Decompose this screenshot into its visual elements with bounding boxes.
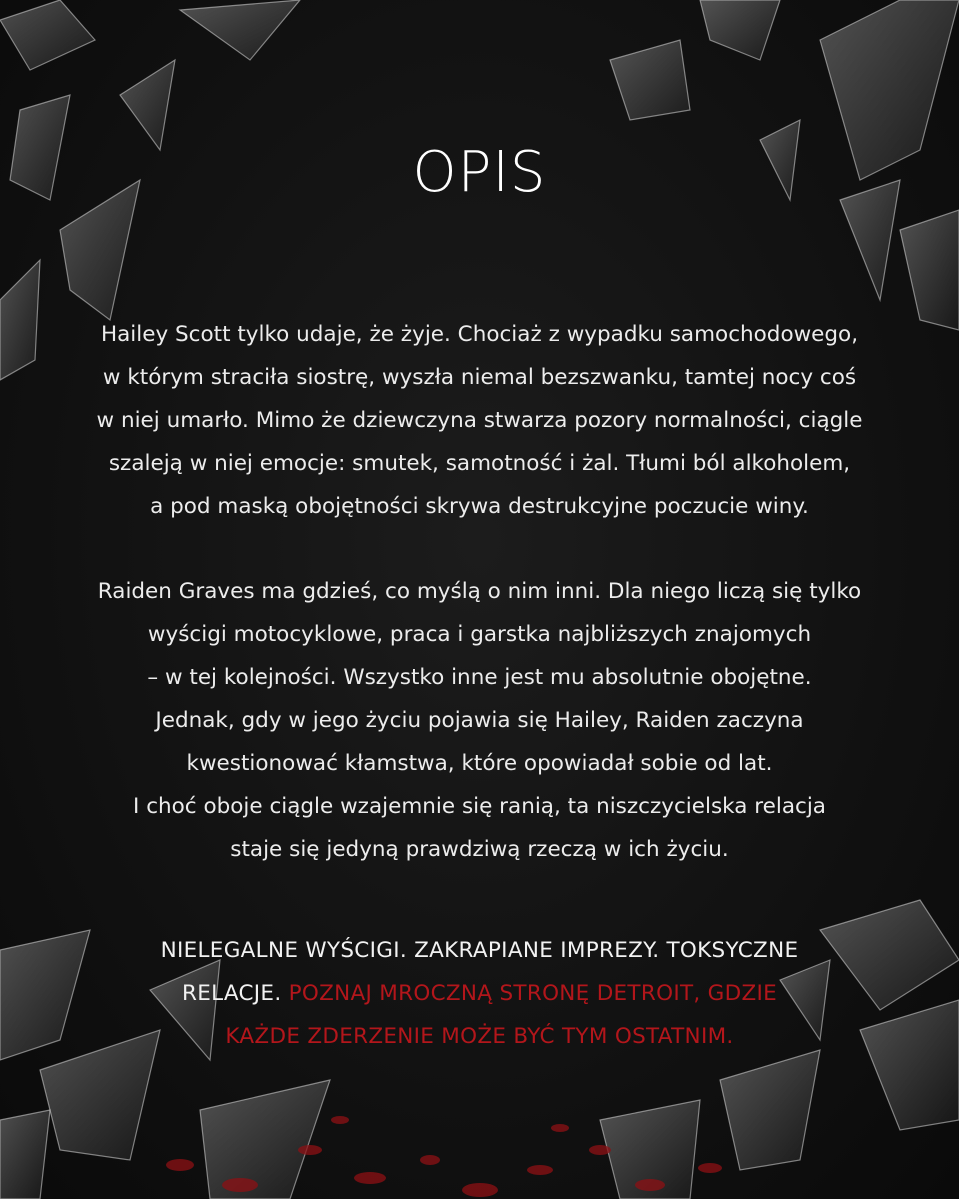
description-paragraph-hailey [40,313,919,528]
paragraph-line: I choć oboje ciągle wzajemnie się ranią, ta niszczycielska relacja [133,794,826,819]
paragraph-line: w którym straciła siostrę, wyszła niemal bezszwanku, tamtej nocy coś [102,365,857,390]
paragraph-line: wyścigi motocyklowe, praca i garstka najbliższych znajomych [147,622,812,647]
paragraph-line: Hailey Scott tylko udaje, że żyje. Chociaż z wypadku samochodowego, [100,322,859,347]
closing-tagline [40,929,919,1058]
paragraph-line: Jednak, gdy w jego życiu pojawia się Hailey, Raiden zaczyna [155,708,804,733]
tagline-white-text: RELACJE. [181,981,282,1006]
tagline-red-text: POZNAJ MROCZNĄ STRONĘ DETROIT, GDZIE [288,981,778,1006]
tagline-line [40,972,919,1015]
paragraph-line: Raiden Graves ma gdzieś, co myślą o nim inni. Dla niego liczą się tylko [97,579,862,604]
paragraph-line: szaleją w niej emocje: smutek, samotność i żal. Tłumi ból alkoholem, [108,451,851,476]
page-title: OPIS [412,140,547,205]
tagline-red-line: KAŻDE ZDERZENIE MOŻE BYĆ TYM OSTATNIM. [225,1024,734,1049]
paragraph-line: kwestionować kłamstwa, które opowiadał sobie od lat. [186,751,773,776]
tagline-line: NIELEGALNE WYŚCIGI. ZAKRAPIANE IMPREZY. TOKSYCZNE [160,938,799,963]
paragraph-line: – w tej kolejności. Wszystko inne jest mu absolutnie obojętne. [147,665,812,690]
paragraph-line: a pod maską obojętności skrywa destrukcyjne poczucie winy. [150,494,809,519]
description-paragraph-raiden [40,570,919,871]
paragraph-line: staje się jedyną prawdziwą rzeczą w ich życiu. [230,837,729,862]
paragraph-line: w niej umarło. Mimo że dziewczyna stwarza pozory normalności, ciągle [96,408,863,433]
